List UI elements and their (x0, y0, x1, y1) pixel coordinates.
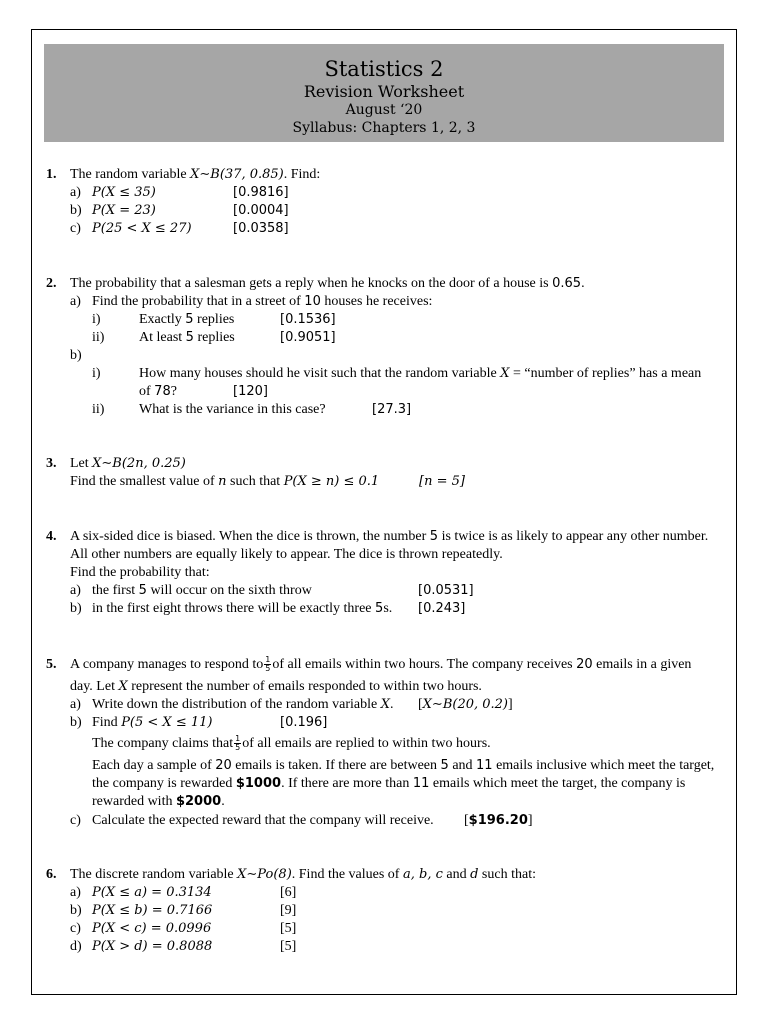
part-text: Write down the distribution of the random variable X. (92, 697, 394, 712)
part-label: a) (70, 885, 81, 900)
subpart-text: Exactly 5 replies (139, 312, 235, 327)
question-text: A six-sided dice is biased. When the dice is thrown, the number 5 is twice is as likely to appear any other number. (70, 529, 709, 544)
part-answer: [X∼B(20, 0.2)] (418, 697, 513, 712)
sample-text: Each day a sample of 20 emails is taken. If there are between 5 and 11 emails inclusive which meet the target, (92, 758, 715, 773)
claim-text: The company claims that $\frac{1}{5}$ of all emails are replied to within two hours. (92, 734, 491, 753)
question-text: A company manages to respond to $\frac{1}{5}$ of all emails within two hours. The company receives 20 emails in a given (70, 655, 692, 674)
question-text: Let X∼B(2n, 0.25) (70, 456, 186, 471)
part-label: b) (70, 601, 82, 616)
question-number: 2. (46, 276, 57, 291)
part-label: c) (70, 921, 81, 936)
part-label: b) (70, 903, 82, 918)
worksheet-subtitle: Revision Worksheet (303, 82, 465, 101)
part-label: c) (70, 221, 81, 236)
part-answer: [$196.20] (464, 813, 533, 828)
subpart-answer: [0.9051] (280, 330, 336, 345)
part-label: d) (70, 939, 82, 954)
question-number: 3. (46, 456, 57, 471)
part-label: a) (70, 185, 81, 200)
question-number: 4. (46, 529, 57, 544)
question-text: The random variable X∼B(37, 0.85). Find: (70, 167, 321, 182)
subpart-text: At least 5 replies (139, 330, 235, 345)
worksheet-title: Statistics 2 (324, 57, 444, 81)
part-expression: P(X ≤ 35) (92, 185, 156, 200)
question-text-cont: day. Let X represent the number of emails responded to within two hours. (70, 679, 482, 694)
part-answer: [5] (280, 939, 297, 954)
part-text: Find the probability that in a street of 10 houses he receives: (92, 294, 433, 309)
part-answer: [0.0531] (418, 583, 474, 598)
part-text: in the first eight throws there will be exactly three 5s. (92, 601, 393, 616)
part-answer: [6] (280, 885, 297, 900)
part-text: Find P(5 < X ≤ 11) (92, 715, 213, 730)
part-expression: P(X ≤ a) = 0.3134 (92, 885, 212, 900)
question-text: The discrete random variable X∼Po(8). Find the values of a, b, c and d such that: (70, 867, 536, 882)
subpart-text-cont: of 78? (139, 384, 177, 399)
subpart-answer: [27.3] (372, 402, 412, 417)
part-answer: [5] (280, 921, 297, 936)
subpart-label: i) (92, 366, 101, 381)
part-expression: P(25 < X ≤ 27) (92, 221, 192, 236)
question-text-cont: Find the probability that: (70, 565, 210, 580)
question-number: 6. (46, 867, 57, 882)
subpart-text: What is the variance in this case? (139, 402, 326, 417)
part-label: a) (70, 697, 81, 712)
part-expression: P(X ≤ b) = 0.7166 (92, 903, 213, 918)
part-expression: P(X > d) = 0.8088 (92, 939, 213, 954)
part-expression: P(X = 23) (92, 203, 156, 218)
worksheet-header (44, 44, 724, 142)
part-answer: [9] (280, 903, 297, 918)
subpart-label: ii) (92, 330, 105, 345)
worksheet-syllabus: Syllabus: Chapters 1, 2, 3 (292, 120, 476, 136)
part-answer: [0.9816] (233, 185, 289, 200)
subpart-answer: [120] (233, 384, 268, 399)
worksheet-date: August ‘20 (345, 102, 423, 118)
question-text-cont: Find the smallest value of n such that P(X ≥ n) ≤ 0.1 (70, 474, 380, 489)
reward-text: the company is rewarded $1000. If there are more than 11 emails which meet the target, the company is (92, 776, 686, 791)
part-label: b) (70, 203, 82, 218)
fraction: $\frac{1}{5}$ (265, 655, 271, 674)
part-expression: P(X < c) = 0.0996 (92, 921, 212, 936)
subpart-text: How many houses should he visit such that the random variable X = “number of replies” has a mean (139, 366, 702, 381)
part-text: the first 5 will occur on the sixth throw (92, 583, 312, 598)
part-answer: [0.0004] (233, 203, 289, 218)
part-answer: [0.196] (280, 715, 328, 730)
part-label: a) (70, 583, 81, 598)
part-answer: [0.0358] (233, 221, 289, 236)
subpart-label: i) (92, 312, 101, 327)
question-number: 5. (46, 657, 57, 672)
subpart-answer: [0.1536] (280, 312, 336, 327)
subpart-label: ii) (92, 402, 105, 417)
part-text: Calculate the expected reward that the company will receive. (92, 813, 434, 828)
question-text: The probability that a salesman gets a reply when he knocks on the door of a house is 0.65. (70, 276, 585, 291)
fraction: $\frac{1}{5}$ (235, 734, 241, 753)
part-label: b) (70, 348, 82, 363)
part-label: a) (70, 294, 81, 309)
question-answer: [n = 5] (419, 474, 465, 489)
question-number: 1. (46, 167, 57, 182)
question-text-cont: All other numbers are equally likely to appear. The dice is thrown repeatedly. (70, 547, 503, 562)
part-label: b) (70, 715, 82, 730)
part-label: c) (70, 813, 81, 828)
part-answer: [0.243] (418, 601, 466, 616)
reward-text-cont: rewarded with $2000. (92, 794, 225, 809)
